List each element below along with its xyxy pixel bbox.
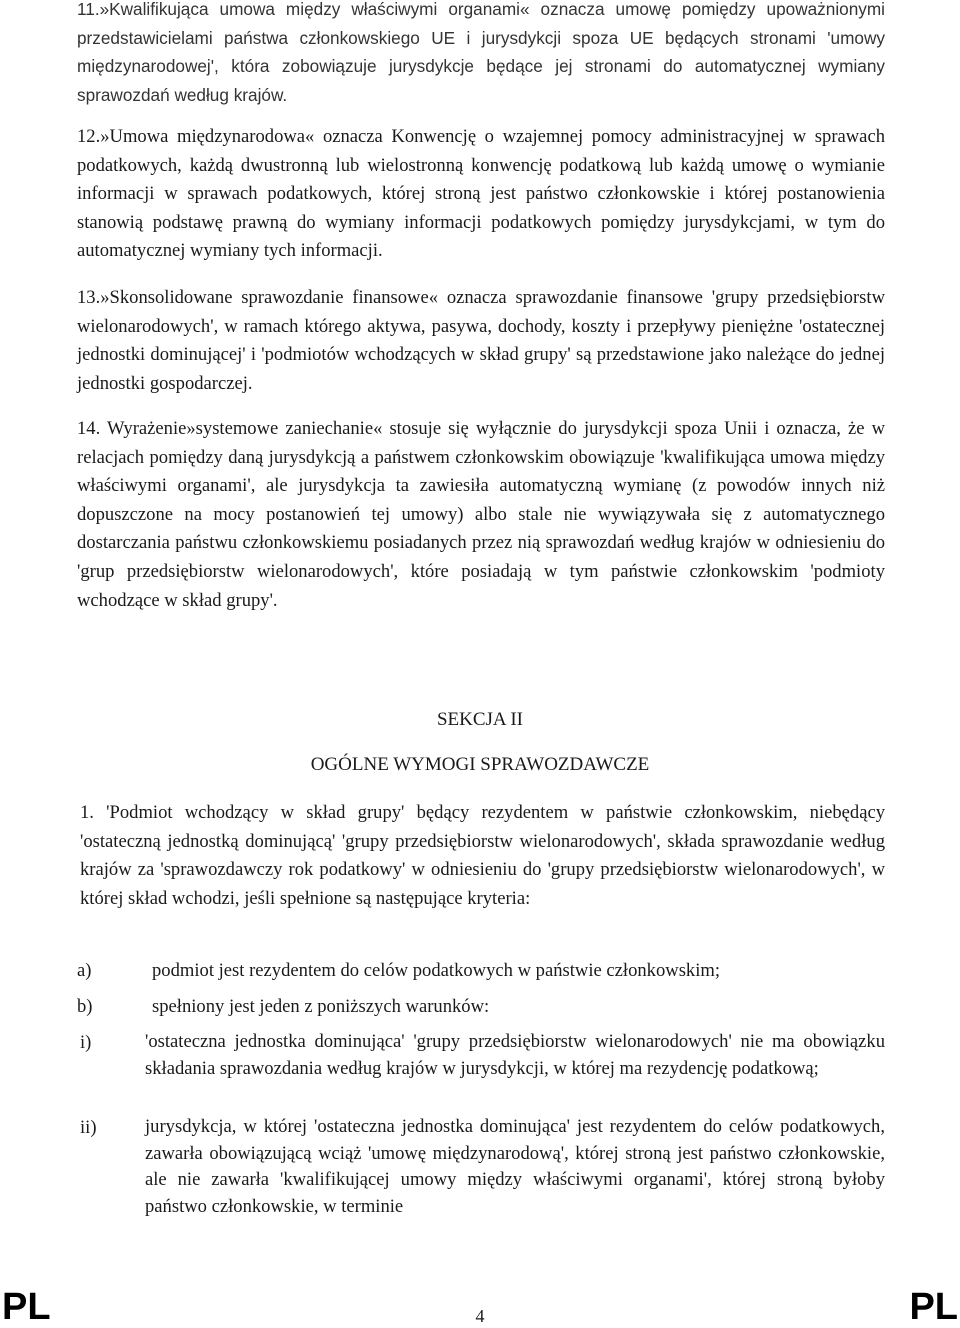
footer-language-code-left: PL (2, 1286, 51, 1328)
section-title: OGÓLNE WYMOGI SPRAWOZDAWCZE (310, 754, 650, 775)
footer-language-code-right: PL (909, 1286, 958, 1328)
criterion-label: b) (77, 996, 93, 1017)
definition-14: 14. Wyrażenie»systemowe zaniechanie« stosuje się wyłącznie do jurysdykcji spoza Unii i oznacza, że w relacjach pomiędzy daną jurysdykcją a państwem członkowskim obowiązuje 'kwalifikująca umowa między właściwymi organami', ale jurysdykcja ta zawiesiła automatyczną wymianę (z powodów innych niż dopuszczone na mocy postanowień tej umowy) albo stale nie wywiązywała się z automatycznego dostarczania państwu członkowskiemu posiadanych przez nią sprawozdań według krajów w odniesieniu do 'grup przedsiębiorstw wielonarodowych', które posiadają w tym państwie członkowskim 'podmioty wchodzące w skład grupy'. (77, 418, 885, 611)
criterion-text: spełniony jest jeden z poniższych warunków: (152, 996, 490, 1017)
subcriterion-label: ii) (80, 1117, 97, 1138)
subcriterion-label: i) (80, 1032, 92, 1053)
page-number: 4 (475, 1306, 485, 1326)
definition-13: 13.»Skonsolidowane sprawozdanie finansowe« oznacza sprawozdanie finansowe 'grupy przedsiębiorstw wielonarodowych', w ramach którego aktywa, pasywa, dochody, koszty i przepływy pieniężne 'ostatecznej jednostki dominującej' i 'podmiotów wchodzących w skład grupy' są przedstawione jako należące do jednej jednostki gospodarczej. (77, 287, 885, 394)
definition-11: 11.»Kwalifikująca umowa między właściwymi organami« oznacza umowę pomiędzy upoważnionymi przedstawicielami państwa członkowskiego UE i jurysdykcji spoza UE będących stronami 'umowy międzynarodowej', która zobowiązuje jurysdykcje będące jej stronami do automatycznej wymiany sprawozdań według krajów. (77, 0, 885, 105)
section-number: SEKCJA II (436, 709, 524, 730)
criterion-label: a) (77, 960, 92, 981)
point-1: 1. 'Podmiot wchodzący w skład grupy' będący rezydentem w państwie członkowskim, niebędący 'ostateczną jednostką dominującą' 'grupy przedsiębiorstw wielonarodowych', składa sprawozdanie według krajów za 'sprawozdawczy rok podatkowy' w odniesieniu do 'grupy przedsiębiorstw wielonarodowych', w której skład wchodzi, jeśli spełnione są następujące kryteria: (80, 802, 885, 909)
criterion-text: podmiot jest rezydentem do celów podatkowych w państwie członkowskim; (152, 960, 721, 981)
subcriterion-text: 'ostateczna jednostka dominująca' 'grupy przedsiębiorstw wielonarodowych' nie ma obowiązku składania sprawozdania według krajów w jurysdykcji, w której ma rezydencję podatkową; (145, 1031, 885, 1079)
subcriterion-text: jurysdykcja, w której 'ostateczna jednostka dominująca' jest rezydentem do celów podatkowych, zawarła obowiązującą wciąż 'umowę międzynarodową', której stroną jest państwo członkowskie, ale nie zawarła 'kwalifikującej umowy między właściwymi organami', której stroną byłoby państwo członkowskie, w terminie (145, 1116, 885, 1217)
definition-12: 12.»Umowa międzynarodowa« oznacza Konwencję o wzajemnej pomocy administracyjnej w sprawach podatkowych, każdą dwustronną lub wielostronną konwencję podatkową lub każdą umowę o wymianie informacji w sprawach podatkowych, której stroną jest państwo członkowskie i której postanowienia stanowią podstawę prawną do wymiany informacji podatkowych pomiędzy jurysdykcjami, w tym do automatycznej wymiany tych informacji. (77, 126, 885, 262)
